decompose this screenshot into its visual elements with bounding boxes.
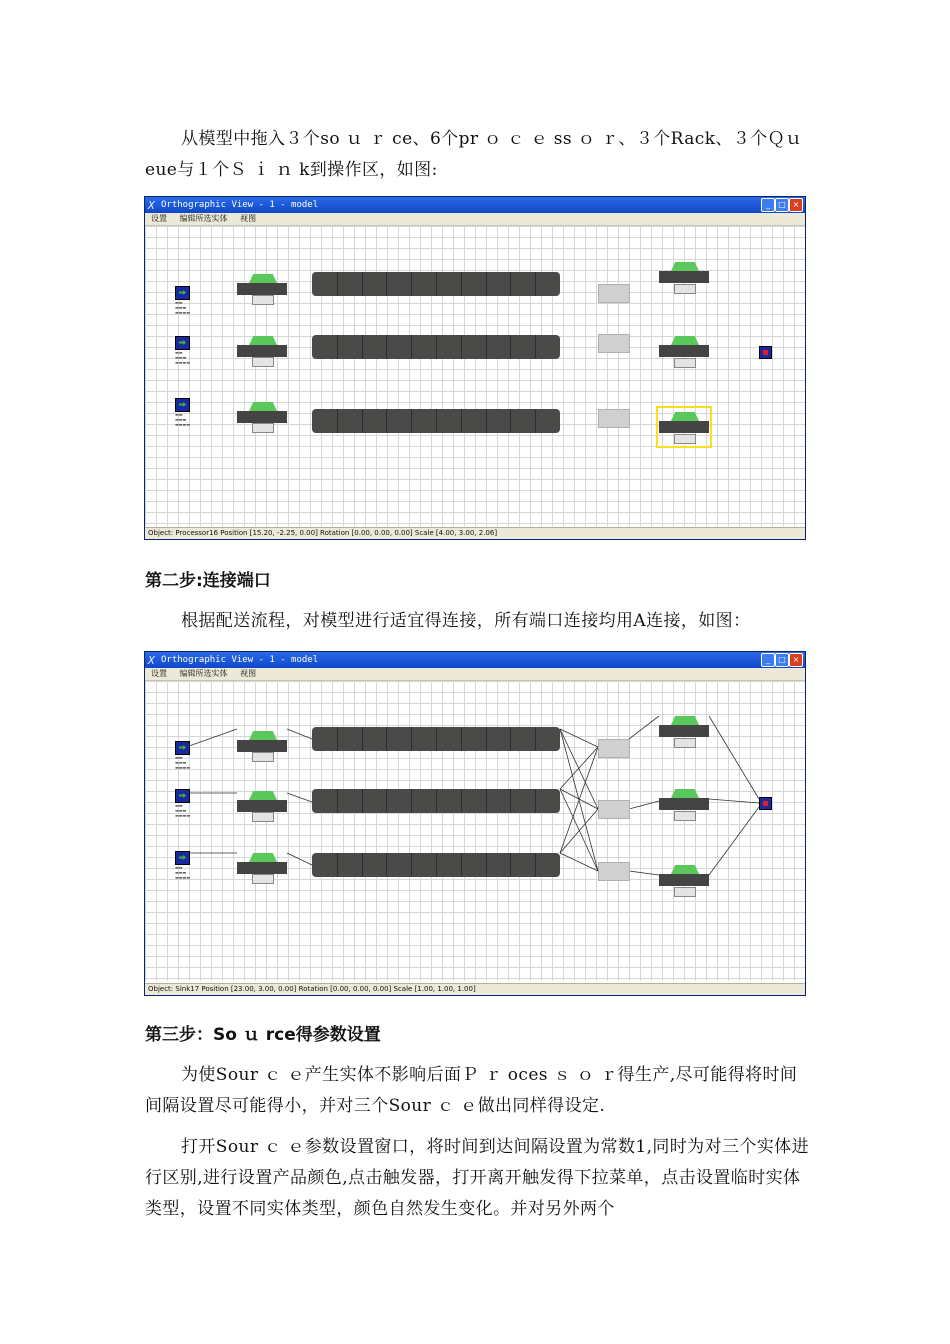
processor-6-tag <box>674 887 696 897</box>
processor-5-tag <box>674 811 696 821</box>
status-bar: Object: Processor16 Position [15.20, -2.25, 0.00] Rotation [0.00, 0.00, 0.00] Scale [4.00, 3.00, 2.06] <box>145 527 805 539</box>
step2-heading: 第二步:连接端口 <box>145 571 271 591</box>
processor-5-top <box>671 789 699 798</box>
processor-2[interactable] <box>237 800 287 812</box>
conn-c3-r2 <box>560 809 598 853</box>
conveyor-segment-divider <box>411 789 412 813</box>
menu-edit-selected[interactable]: 编辑所选实体 <box>179 214 228 223</box>
conn-c3-r3 <box>560 853 598 871</box>
app-icon: X <box>148 199 155 212</box>
conveyor-segment-divider <box>411 409 412 433</box>
source-2-label: ▬▬ ▬▬▬ ▬▬▬▬ <box>175 803 191 818</box>
conveyor-segment-divider <box>461 335 462 359</box>
conveyor-segment-divider <box>486 727 487 751</box>
conveyor-segment-divider <box>386 335 387 359</box>
conveyor-segment-divider <box>436 727 437 751</box>
menu-bar <box>145 213 805 226</box>
conveyor-segment-divider <box>386 272 387 296</box>
conveyor-segment-divider <box>486 409 487 433</box>
processor-6[interactable] <box>659 421 709 433</box>
processor-2-top <box>249 791 277 800</box>
rack-2[interactable] <box>598 334 630 353</box>
conveyor-segment-divider <box>337 727 338 751</box>
window-title: Orthographic View - 1 - model <box>161 200 319 210</box>
intro-paragraph: 从模型中拖入３个so ｕ ｒ ce、6个pr ｏ ｃ ｅ ss ｏ ｒ、３个Rack、３个Ｑｕeue与１个Ｓ ｉ ｎ k到操作区，如图: <box>145 129 803 180</box>
processor-6[interactable] <box>659 874 709 886</box>
conveyor-segment-divider <box>510 409 511 433</box>
conn-p6-sink <box>709 807 759 875</box>
conveyor-segment-divider <box>411 272 412 296</box>
close-button[interactable]: × <box>789 198 803 212</box>
processor-4-top <box>671 262 699 271</box>
conn-c2-r1 <box>560 747 598 789</box>
conn-r1-p4 <box>629 716 659 739</box>
conveyor-segment-divider <box>486 272 487 296</box>
conveyor-segment-divider <box>436 853 437 877</box>
menu-view[interactable]: 视图 <box>240 214 257 223</box>
step3-paragraph-1: 为使Sour ｃ ｅ产生实体不影响后面Ｐ ｒ oces ｓ ｏ ｒ得生产,尽可能得将时间间隔设置尽可能得小，并对三个Sour ｃ ｅ做出同样得设定. <box>145 1065 798 1116</box>
source-3[interactable] <box>175 851 190 865</box>
rack-1[interactable] <box>598 739 630 758</box>
conveyor-segment-divider <box>337 789 338 813</box>
rack-2[interactable] <box>598 800 630 819</box>
conveyor-segment-divider <box>461 409 462 433</box>
source-2-label: ▬▬ ▬▬▬ ▬▬▬▬ <box>175 350 191 365</box>
processor-1-top <box>249 274 277 283</box>
menu-edit-selected[interactable]: 编辑所选实体 <box>179 669 228 678</box>
window-titlebar[interactable] <box>145 197 805 213</box>
status-bar: Object: Sink17 Position [23.00, 3.00, 0.00] Rotation [0.00, 0.00, 0.00] Scale [1.00, 1.00, 1.00] <box>145 983 805 995</box>
orthographic-view-window-2 <box>144 651 806 996</box>
conveyor-segment-divider <box>386 409 387 433</box>
conveyor-segment-divider <box>510 272 511 296</box>
conveyor-segment-divider <box>461 853 462 877</box>
processor-2-tag <box>252 812 274 822</box>
processor-2-top <box>249 336 277 345</box>
conveyor-segment-divider <box>436 272 437 296</box>
conveyor-segment-divider <box>362 272 363 296</box>
sink[interactable] <box>759 797 772 810</box>
processor-4-tag <box>674 284 696 294</box>
conveyor-segment-divider <box>486 853 487 877</box>
model-canvas[interactable] <box>145 681 805 981</box>
queue-conveyor-1[interactable] <box>312 272 560 296</box>
app-icon: X <box>148 654 155 667</box>
source-2[interactable] <box>175 789 190 803</box>
processor-3-tag <box>252 874 274 884</box>
rack-3[interactable] <box>598 409 630 428</box>
conveyor-segment-divider <box>535 272 536 296</box>
processor-5-top <box>671 336 699 345</box>
conveyor-segment-divider <box>486 335 487 359</box>
window-title: Orthographic View - 1 - model <box>161 655 319 665</box>
conveyor-segment-divider <box>461 272 462 296</box>
conveyor-segment-divider <box>535 335 536 359</box>
step3-heading: 第三步：So ｕ rce得参数设置 <box>145 1025 381 1045</box>
menu-settings[interactable]: 设置 <box>151 214 167 223</box>
processor-1[interactable] <box>237 740 287 752</box>
source-2[interactable] <box>175 336 190 350</box>
conveyor-segment-divider <box>510 727 511 751</box>
conveyor-segment-divider <box>362 409 363 433</box>
conveyor-segment-divider <box>411 727 412 751</box>
processor-4-top <box>671 716 699 725</box>
processor-5[interactable] <box>659 798 709 810</box>
conn-c3-r1 <box>560 747 598 853</box>
menu-view[interactable]: 视图 <box>240 669 257 678</box>
processor-6-top <box>671 412 699 421</box>
processor-6-tag <box>674 434 696 444</box>
queue-conveyor-3[interactable] <box>312 409 560 433</box>
conveyor-segment-divider <box>535 727 536 751</box>
conn-p5-sink <box>709 799 759 803</box>
conveyor-segment-divider <box>386 727 387 751</box>
conveyor-segment-divider <box>510 335 511 359</box>
conn-src1-proc1 <box>189 729 237 746</box>
processor-4[interactable] <box>659 271 709 283</box>
step2-paragraph: 根据配送流程，对模型进行适宜得连接，所有端口连接均用A连接，如图： <box>181 611 751 631</box>
minimize-button[interactable]: _ <box>761 653 775 667</box>
processor-3[interactable] <box>237 411 287 423</box>
conn-r3-p6 <box>629 871 659 875</box>
processor-1-tag <box>252 295 274 305</box>
processor-3-tag <box>252 423 274 433</box>
conveyor-segment-divider <box>535 853 536 877</box>
processor-3[interactable] <box>237 862 287 874</box>
conn-proc2-conv2 <box>287 793 312 802</box>
processor-1[interactable] <box>237 283 287 295</box>
source-3-label: ▬▬ ▬▬▬ ▬▬▬▬ <box>175 865 191 880</box>
window-titlebar[interactable] <box>145 652 805 668</box>
conn-c1-r1 <box>560 729 598 747</box>
conveyor-segment-divider <box>510 853 511 877</box>
processor-2-tag <box>252 357 274 367</box>
queue-conveyor-2[interactable] <box>312 335 560 359</box>
processor-1-top <box>249 731 277 740</box>
conveyor-segment-divider <box>386 789 387 813</box>
processor-3-top <box>249 402 277 411</box>
processor-4-tag <box>674 738 696 748</box>
rack-3[interactable] <box>598 862 630 881</box>
source-3[interactable] <box>175 398 190 412</box>
conn-c1-r2 <box>560 729 598 809</box>
source-1-label: ▬▬ ▬▬▬ ▬▬▬▬ <box>175 300 191 315</box>
conveyor-segment-divider <box>337 272 338 296</box>
processor-2[interactable] <box>237 345 287 357</box>
processor-4[interactable] <box>659 725 709 737</box>
source-1[interactable] <box>175 741 190 755</box>
conveyor-segment-divider <box>535 409 536 433</box>
conveyor-segment-divider <box>362 853 363 877</box>
conveyor-segment-divider <box>535 789 536 813</box>
conveyor-segment-divider <box>411 335 412 359</box>
conn-p4-sink <box>709 716 759 799</box>
model-canvas[interactable] <box>145 226 805 526</box>
menu-settings[interactable]: 设置 <box>151 669 167 678</box>
processor-6-top <box>671 865 699 874</box>
close-button[interactable]: × <box>789 653 803 667</box>
conveyor-segment-divider <box>510 789 511 813</box>
conveyor-segment-divider <box>436 789 437 813</box>
conveyor-segment-divider <box>337 853 338 877</box>
conveyor-segment-divider <box>362 789 363 813</box>
rack-1[interactable] <box>598 284 630 303</box>
processor-3-top <box>249 853 277 862</box>
minimize-button[interactable]: _ <box>761 198 775 212</box>
source-1-label: ▬▬ ▬▬▬ ▬▬▬▬ <box>175 755 191 770</box>
maximize-button[interactable]: □ <box>775 653 789 667</box>
source-3-label: ▬▬ ▬▬▬ ▬▬▬▬ <box>175 412 191 427</box>
processor-1-tag <box>252 752 274 762</box>
menu-bar <box>145 668 805 681</box>
conveyor-segment-divider <box>486 789 487 813</box>
source-1[interactable] <box>175 286 190 300</box>
conveyor-segment-divider <box>461 789 462 813</box>
sink[interactable] <box>759 346 772 359</box>
processor-5[interactable] <box>659 345 709 357</box>
conn-proc1-conv1 <box>287 729 312 739</box>
conveyor-segment-divider <box>436 335 437 359</box>
conveyor-segment-divider <box>411 853 412 877</box>
queue-conveyor-2[interactable] <box>312 789 560 813</box>
conn-r2-p5 <box>629 801 659 809</box>
conveyor-segment-divider <box>436 409 437 433</box>
queue-conveyor-1[interactable] <box>312 727 560 751</box>
conveyor-segment-divider <box>362 335 363 359</box>
conveyor-segment-divider <box>337 335 338 359</box>
orthographic-view-window-1 <box>144 196 806 540</box>
conveyor-segment-divider <box>461 727 462 751</box>
processor-5-tag <box>674 358 696 368</box>
step3-paragraph-2: 打开Sour ｃ ｅ参数设置窗口，将时间到达间隔设置为常数1,同时为对三个实体进行区别,进行设置产品颜色,点击触发器，打开离开触发得下拉菜单，点击设置临时实体类型，设置不同实体类型，颜色自然发生变化。并对另外两个 <box>145 1137 809 1219</box>
queue-conveyor-3[interactable] <box>312 853 560 877</box>
conveyor-segment-divider <box>386 853 387 877</box>
conveyor-segment-divider <box>362 727 363 751</box>
conveyor-segment-divider <box>337 409 338 433</box>
conn-proc3-conv3 <box>287 853 312 865</box>
maximize-button[interactable]: □ <box>775 198 789 212</box>
